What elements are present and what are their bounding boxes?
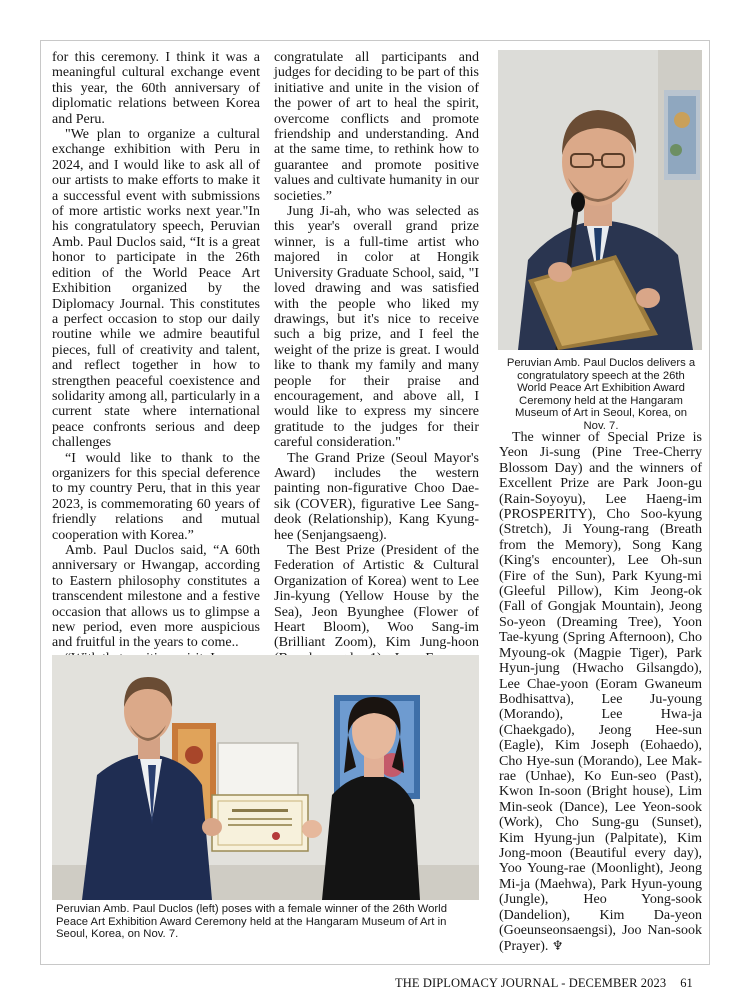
text-column-2 — [274, 50, 479, 697]
photo-ambassador-speech-image — [498, 50, 702, 350]
publication-name: THE DIPLOMACY JOURNAL - DECEMBER 2023 — [395, 976, 667, 990]
text-column-1 — [52, 50, 260, 666]
text-column-3 — [499, 430, 702, 955]
photo-certificate-presentation — [52, 655, 479, 900]
paragraph: for this ceremony. I think it was a meaningful cultural exchange event this year, the 60th anniversary of diplomatic relations between Korea and Peru. — [52, 50, 260, 127]
photo-certificate-presentation-image — [52, 655, 479, 900]
paragraph-text: The winner of Special Prize is Yeon Ji-sung (Pine Tree-Cherry Blossom Day) and the winners of Excellent Prize are Park Joon-gu (Rain-Soyoyu), Lee Haeng-im (PROSPERITY), Cho Soo-kyung (Stretch), Ji Young-rang (Breath from the Memory), Song Kang (King's encounter), Lee Oh-sun (Fire of the Sun), Park Kyung-mi (Gleeful Pillow), Kim Jeong-ok (Fall of Gongjak Mountain), Jeong So-yeon (Dreaming Tree), Yoon Tae-kyung (Spring Afternoon), Cho Myoung-ok (Magpie Tiger), Park Hyun-jung (Hwacho Gilsangdo), Lee Chae-yoon (Eoram Gwaneum Bodhisattva), Lee Ju-young (Morando), Lee Hwa-ja (Chaekgado), Jeong Hee-sun (Eagle), Kim Joseph (Eohaedo), Cho Hye-sun (Morando), Lee Mak-rae (Unhae), Ko Eun-seo (Past), Kwon In-soon (Bright house), Lim Min-seok (Dance), Lee Yeon-sook (Work), Cho Sung-gu (Sunset), Kim Hyung-jun (Palpitate), Kim Jong-moon (Beautiful every day), Yoo Young-rae (Moonlight), Jeong Mi-ja (Maehwa), Park Hyun-young (Jungle), Heo Yong-sook (Dandelion), Kim Da-yeon (Goeunseonsaengsi), Joo Nan-sook (Prayer). — [499, 430, 702, 955]
photo-ambassador-speech — [498, 50, 702, 350]
page-number: 61 — [680, 976, 693, 990]
paragraph — [499, 430, 702, 955]
paragraph: The Grand Prize (Seoul Mayor's Award) includes the western painting non-figurative Choo Dae-sik (COVER), figurative Lee Sang-deok (Relationship), Kang Kyung-hee (Senjangsaeng). — [274, 450, 479, 543]
paragraph: “I would like to thank to the organizers for this special deference to my country Peru, that in this year 2023, is commemorating 60 years of friendly relations and mutual cooperation with Korea.” — [52, 450, 260, 543]
photo-caption-top: Peruvian Amb. Paul Duclos delivers a congratulatory speech at the 26th World Peace Art Exhibition Award Ceremony held at the Hangaram Museum of Art in Seoul, Korea, on Nov. 7. — [506, 357, 696, 432]
photo-caption-bottom: Peruvian Amb. Paul Duclos (left) poses with a female winner of the 26th World Peace Art Exhibition Award Ceremony held at the Hangaram Museum of Art in Seoul, Korea, on Nov. 7. — [56, 903, 447, 941]
paragraph: Amb. Paul Duclos said, “A 60th anniversary or Hwangap, according to Eastern philosophy constitutes a transcendent milestone and a festive occasion that allows us to glimpse a new period, even more auspicious and fruitful in the years to come.. — [52, 543, 260, 651]
paragraph: Jung Ji-ah, who was selected as this year's overall grand prize winner, is a full-time artist who majored in color at Hongik University Graduate School, said, "I loved drawing and was satisfied with the people who liked my drawings, but it's nice to receive such a big prize, and I feel the weight of the prize is great. I would like to thank my family and many people for their praise and encouragement, and above all, I would like to express my sincere gratitude to the judges for their careful consideration." — [274, 204, 479, 451]
page-footer — [395, 976, 710, 991]
end-mark-icon: ♆ — [551, 938, 564, 954]
paragraph: The Best Prize (President of the Federation of Artistic & Cultural Organization of Korea) went to Lee Jin-kyung (Yellow House by the Sea), Jeon Byunghee (Flower of Heart Bloom), Woo Sang-im (Brilliant Zoom), Kim Jung-hoon — [274, 543, 479, 651]
paragraph: congratulate all participants and judges for deciding to be part of this initiative and unite in the vision of the power of art to heal the spirit, overcome conflicts and promote friendship and understanding. And at the same time, to rethink how to guarantee and promote positive values and cultivate humanity in our societies.” — [274, 50, 479, 204]
paragraph: "We plan to organize a cultural exchange exhibition with Peru in 2024, and I would like to ask all of our artists to make efforts to make it a successful event with submissions of more artistic works next year."In his congratulatory speech, Peruvian Amb. Paul Duclos said, “It is a great honor to participate in the 26th edition of the World Peace Art Exhibition organized by the Diplomacy Journal. This constitutes a perfect occasion to stop our daily routine while we admire beautiful pieces, full of creativity and talent, and reflect together in how to strengthen peaceful coexistence and solidarity among all, particularly in a current state where international peace confronts serious and deep challenges — [52, 127, 260, 451]
